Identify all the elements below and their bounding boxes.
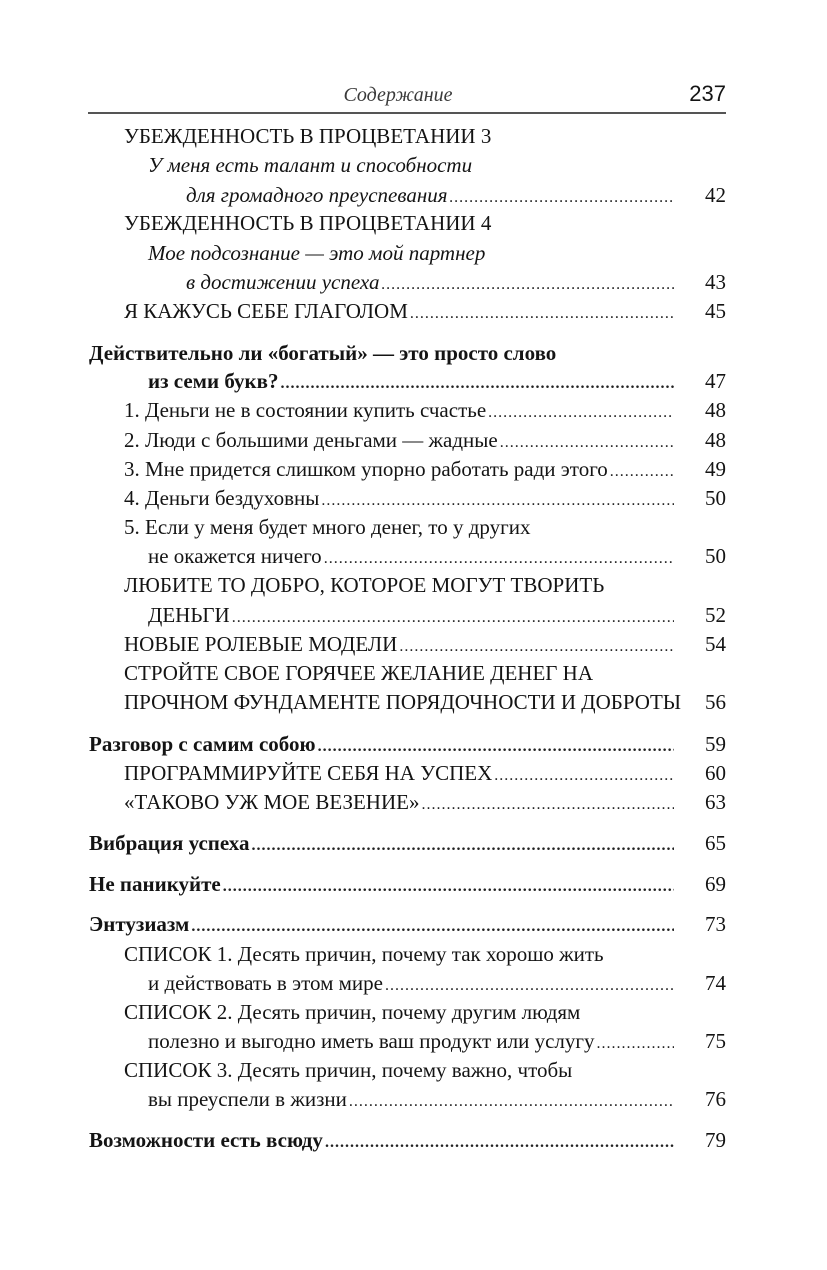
leader-dots: [252, 831, 675, 861]
toc-page-number: 43: [705, 270, 726, 294]
toc-entry-line[interactable]: [89, 729, 676, 759]
toc-entry-title: УБЕЖДЕННОСТЬ В ПРОЦВЕТАНИИ 4: [124, 211, 492, 235]
toc-entry-line[interactable]: [148, 968, 676, 998]
toc-entry-title: Я КАЖУСЬ СЕБЕ ГЛАГОЛОМ: [124, 299, 408, 323]
toc-page-number: 50: [705, 544, 726, 568]
toc-entry-line[interactable]: [124, 758, 676, 788]
leader-dots: [488, 398, 674, 428]
leader-dots: [410, 299, 674, 329]
toc-page-number: 49: [705, 457, 726, 481]
toc-entry-title-continued: не окажется ничего: [148, 544, 322, 568]
toc-page-number: 45: [705, 299, 726, 323]
toc-entry-line[interactable]: [89, 909, 676, 939]
toc-entry-line[interactable]: [186, 180, 676, 210]
toc-entry-title: УБЕЖДЕННОСТЬ В ПРОЦВЕТАНИИ 3: [124, 124, 492, 148]
toc-page-number: 65: [705, 831, 726, 855]
toc-entry-subtitle: У меня есть талант и способности: [148, 153, 473, 177]
toc-entry-title: «ТАКОВО УЖ МОЕ ВЕЗЕНИЕ»: [124, 790, 420, 814]
toc-entry-title: 1. Деньги не в состоянии купить счастье: [124, 398, 487, 422]
toc-page-number: 56: [705, 690, 726, 714]
toc-page-number: 42: [705, 183, 726, 207]
toc-entry-line[interactable]: [124, 425, 676, 455]
toc-chapter-title: Действительно ли «богатый» — это просто слово: [89, 341, 557, 365]
toc-entry-line[interactable]: [124, 483, 676, 513]
toc-page-number: 79: [705, 1128, 726, 1152]
toc-chapter-title: Вибрация успеха: [89, 831, 250, 855]
toc-page-number: 73: [705, 912, 726, 936]
toc-entry-line[interactable]: [148, 366, 676, 396]
toc-page-number: 50: [705, 486, 726, 510]
toc-entry-title-continued: ДЕНЬГИ: [148, 603, 230, 627]
toc-entry-title-continued: полезно и выгодно иметь ваш продукт или услугу: [148, 1029, 595, 1053]
toc-entry-line[interactable]: [89, 828, 676, 858]
toc-chapter-title: из семи букв?: [148, 369, 279, 393]
toc-page-number: 63: [705, 790, 726, 814]
toc-entry-subtitle: для громадного преуспевания: [186, 183, 448, 207]
toc-entry-line[interactable]: [89, 869, 676, 899]
toc-chapter-title: Энтузиазм: [89, 912, 190, 936]
toc-entry-subtitle: в достижении успеха: [186, 270, 380, 294]
leader-dots: [325, 1128, 674, 1158]
toc-entry-title-continued[interactable]: ПРОЧНОМ ФУНДАМЕНТЕ ПОРЯДОЧНОСТИ И ДОБРОТЫ: [124, 690, 682, 714]
toc-page-number: 47: [705, 369, 726, 393]
toc-page-number: 74: [705, 971, 726, 995]
toc-entry-title: НОВЫЕ РОЛЕВЫЕ МОДЕЛИ: [124, 632, 398, 656]
toc-page-number: 48: [705, 398, 726, 422]
toc-entry-line[interactable]: [148, 541, 676, 571]
toc-entry-subtitle: Мое подсознание — это мой партнер: [148, 241, 486, 265]
toc-entry-title: 4. Деньги бездуховны: [124, 486, 320, 510]
toc-page-number: 52: [705, 603, 726, 627]
leader-dots: [349, 1087, 674, 1117]
leader-dots: [191, 912, 674, 942]
toc-entry-title-continued: и действовать в этом мире: [148, 971, 383, 995]
leader-dots: [421, 790, 674, 820]
toc-page-number: 60: [705, 761, 726, 785]
page-number: 237: [689, 81, 726, 106]
toc-entry-title: СТРОЙТЕ СВОЕ ГОРЯЧЕЕ ЖЕЛАНИЕ ДЕНЕГ НА: [124, 661, 594, 685]
leader-dots: [223, 872, 674, 902]
toc-entry-title-continued: вы преуспели в жизни: [148, 1087, 347, 1111]
toc-entry-title: СПИСОК 3. Десять причин, почему важно, чтобы: [124, 1058, 573, 1082]
toc-entry-line[interactable]: [124, 296, 676, 326]
toc-entry-line[interactable]: [124, 629, 676, 659]
toc-page-number: 48: [705, 428, 726, 452]
toc-entry-line[interactable]: [124, 454, 676, 484]
toc-entry-line[interactable]: [124, 395, 676, 425]
toc-chapter-title: Возможности есть всюду: [89, 1128, 323, 1152]
toc-entry-title: СПИСОК 1. Десять причин, почему так хорошо жить: [124, 942, 604, 966]
toc-page-number: 75: [705, 1029, 726, 1053]
toc-entry-title: СПИСОК 2. Десять причин, почему другим людям: [124, 1000, 581, 1024]
toc-entry-title: 2. Люди с большими деньгами — жадные: [124, 428, 498, 452]
toc-entry-line[interactable]: [148, 1026, 676, 1056]
toc-entry-title: ЛЮБИТЕ ТО ДОБРО, КОТОРОЕ МОГУТ ТВОРИТЬ: [124, 573, 605, 597]
toc-page-number: 54: [705, 632, 726, 656]
toc-entry-title: 3. Мне придется слишком упорно работать ради этого: [124, 457, 608, 481]
toc-chapter-title: Разговор с самим собою: [89, 732, 316, 756]
toc-chapter-title: Не паникуйте: [89, 872, 221, 896]
leader-dots: [597, 1029, 675, 1059]
toc-page-number: 59: [705, 732, 726, 756]
toc-entry-line[interactable]: [148, 600, 676, 630]
running-header-title: Содержание: [343, 84, 453, 106]
toc-entry-title: 5. Если у меня будет много денег, то у других: [124, 515, 531, 539]
toc-entry-line[interactable]: [89, 1125, 676, 1155]
toc-entry-title: ПРОГРАММИРУЙТЕ СЕБЯ НА УСПЕХ: [124, 761, 493, 785]
toc-page-number: 69: [705, 872, 726, 896]
toc-entry-line[interactable]: [148, 1084, 676, 1114]
toc-entry-line[interactable]: [186, 267, 676, 297]
toc-entry-line[interactable]: [124, 787, 676, 817]
toc-page-number: 76: [705, 1087, 726, 1111]
